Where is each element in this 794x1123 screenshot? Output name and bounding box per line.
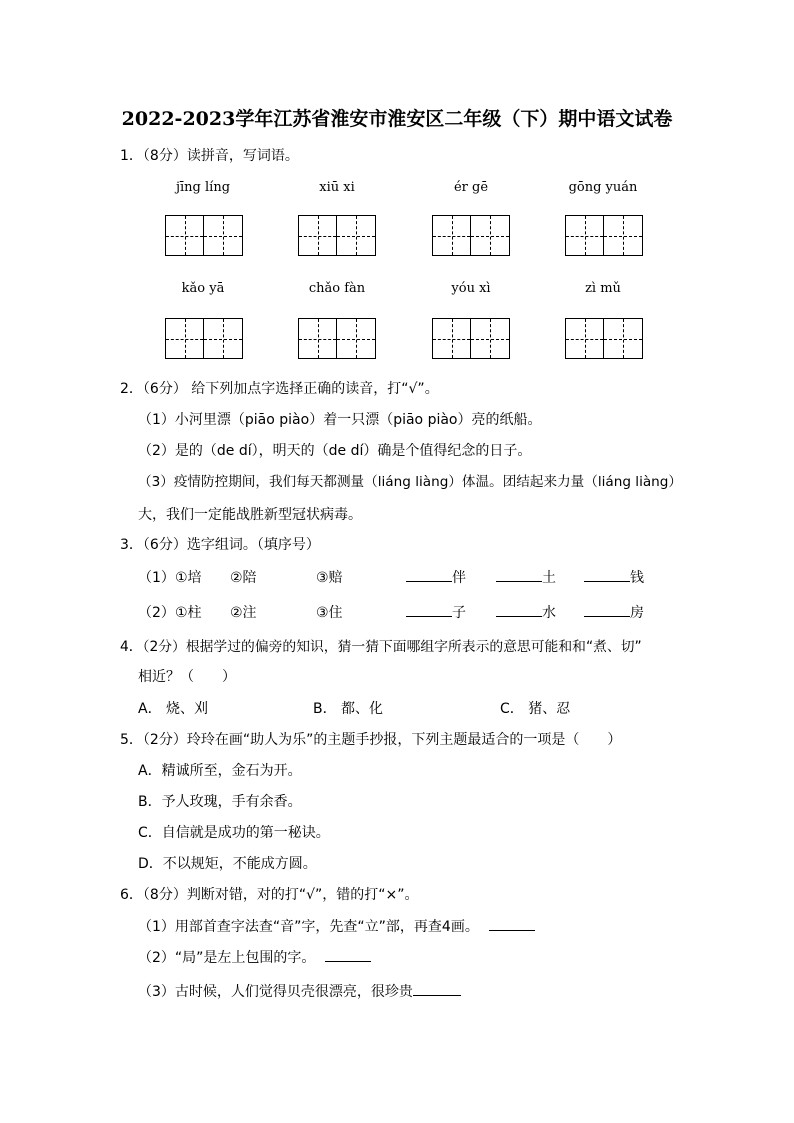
q5-option-a[interactable]: A．精诚所至，金石为开。: [138, 763, 302, 779]
q4-stem-cont: 相近？（ ）: [138, 669, 236, 685]
q3-row2-num: （2）: [138, 605, 175, 621]
q1-pinyin-2: xiū xi: [319, 180, 355, 195]
q2-item-3-cont: 大，我们一定能战胜新型冠状病毒。: [138, 507, 362, 523]
writing-grid[interactable]: [298, 318, 376, 359]
writing-grid[interactable]: [165, 318, 243, 359]
q6-stem: 6．（8分）判断对错，对的打“√”，错的打“×”。: [120, 887, 419, 903]
q5-option-b[interactable]: B．予人玫瑰，手有余香。: [138, 794, 302, 810]
answer-blank[interactable]: [325, 960, 371, 962]
q2-item-2: （2）是的（de dí），明天的（de dí）确是个值得纪念的日子。: [138, 443, 532, 459]
q1-pinyin-6: chǎo fàn: [308, 281, 366, 296]
q2-stem: 2．（6分） 给下列加点字选择正确的读音，打“√”。: [120, 381, 439, 397]
q3-row2-blank1[interactable]: 子: [406, 603, 466, 623]
q4-option-c[interactable]: C． 猪、忍: [500, 701, 571, 717]
q1-pinyin-5: kǎo yā: [181, 281, 225, 296]
q3-row2-opt1: ①柱: [175, 605, 202, 621]
q4-option-b[interactable]: B． 都、化: [313, 701, 384, 717]
q5-option-d[interactable]: D．不以规矩，不能成方圆。: [138, 856, 317, 872]
writing-grid[interactable]: [165, 215, 243, 256]
q3-row1-opt3: ③赔: [316, 570, 343, 586]
q2-item-3: （3）疫情防控期间，我们每天都测量（liáng liàng）体温。团结起来力量（liáng liàng）: [138, 474, 683, 490]
q3-row2-opt2: ②注: [230, 605, 257, 621]
q1-pinyin-3: ér gē: [453, 180, 489, 195]
answer-blank[interactable]: [489, 929, 535, 931]
q6-item-2: （2）“局”是左上包围的字。: [138, 948, 371, 968]
q1-pinyin-4: gōng yuán: [568, 180, 638, 195]
q3-row1-blank3[interactable]: 钱: [584, 568, 644, 588]
q6-item-1: （1）用部首查字法查“音”字，先查“立”部，再查4画。: [138, 917, 535, 937]
q4-stem: 4．（2分）根据学过的偏旁的知识，猜一猜下面哪组字所表示的意思可能和和“煮、切”: [120, 639, 642, 655]
q3-row1-blank2[interactable]: 土: [496, 568, 556, 588]
q3-row2-blank3[interactable]: 房: [584, 603, 644, 623]
q3-stem: 3．（6分）选字组词。（填序号）: [120, 537, 320, 553]
q5-option-c[interactable]: C．自信就是成功的第一秘诀。: [138, 825, 330, 841]
q3-row2-blank2[interactable]: 水: [496, 603, 556, 623]
q3-row1-num: （1）: [138, 570, 175, 586]
page-title: 2022-2023学年江苏省淮安市淮安区二年级（下）期中语文试卷: [121, 108, 673, 130]
q3-row2-opt3: ③住: [316, 605, 343, 621]
q1-pinyin-1: jīng líng: [175, 180, 231, 195]
q5-stem: 5．（2分）玲玲在画“助人为乐”的主题手抄报，下列主题最适合的一项是（ ）: [120, 732, 622, 748]
q3-row1-opt1: ①培: [175, 570, 202, 586]
q2-item-1: （1）小河里漂（piāo piào）着一只漂（piāo piào）亮的纸船。: [138, 412, 542, 428]
q3-row1-opt2: ②陪: [230, 570, 257, 586]
writing-grid[interactable]: [432, 215, 510, 256]
q6-item-3: （3）古时候，人们觉得贝壳很漂亮，很珍贵: [138, 982, 461, 1002]
writing-grid[interactable]: [565, 318, 643, 359]
writing-grid[interactable]: [432, 318, 510, 359]
q4-option-a[interactable]: A． 烧、刈: [138, 701, 209, 717]
answer-blank[interactable]: [413, 994, 461, 996]
q1-stem: 1．（8分）读拼音，写词语。: [120, 148, 299, 164]
writing-grid[interactable]: [298, 215, 376, 256]
q1-pinyin-7: yóu xì: [451, 281, 491, 296]
q1-pinyin-8: zì mǔ: [585, 281, 621, 296]
writing-grid[interactable]: [565, 215, 643, 256]
q3-row1-blank1[interactable]: 伴: [406, 568, 466, 588]
